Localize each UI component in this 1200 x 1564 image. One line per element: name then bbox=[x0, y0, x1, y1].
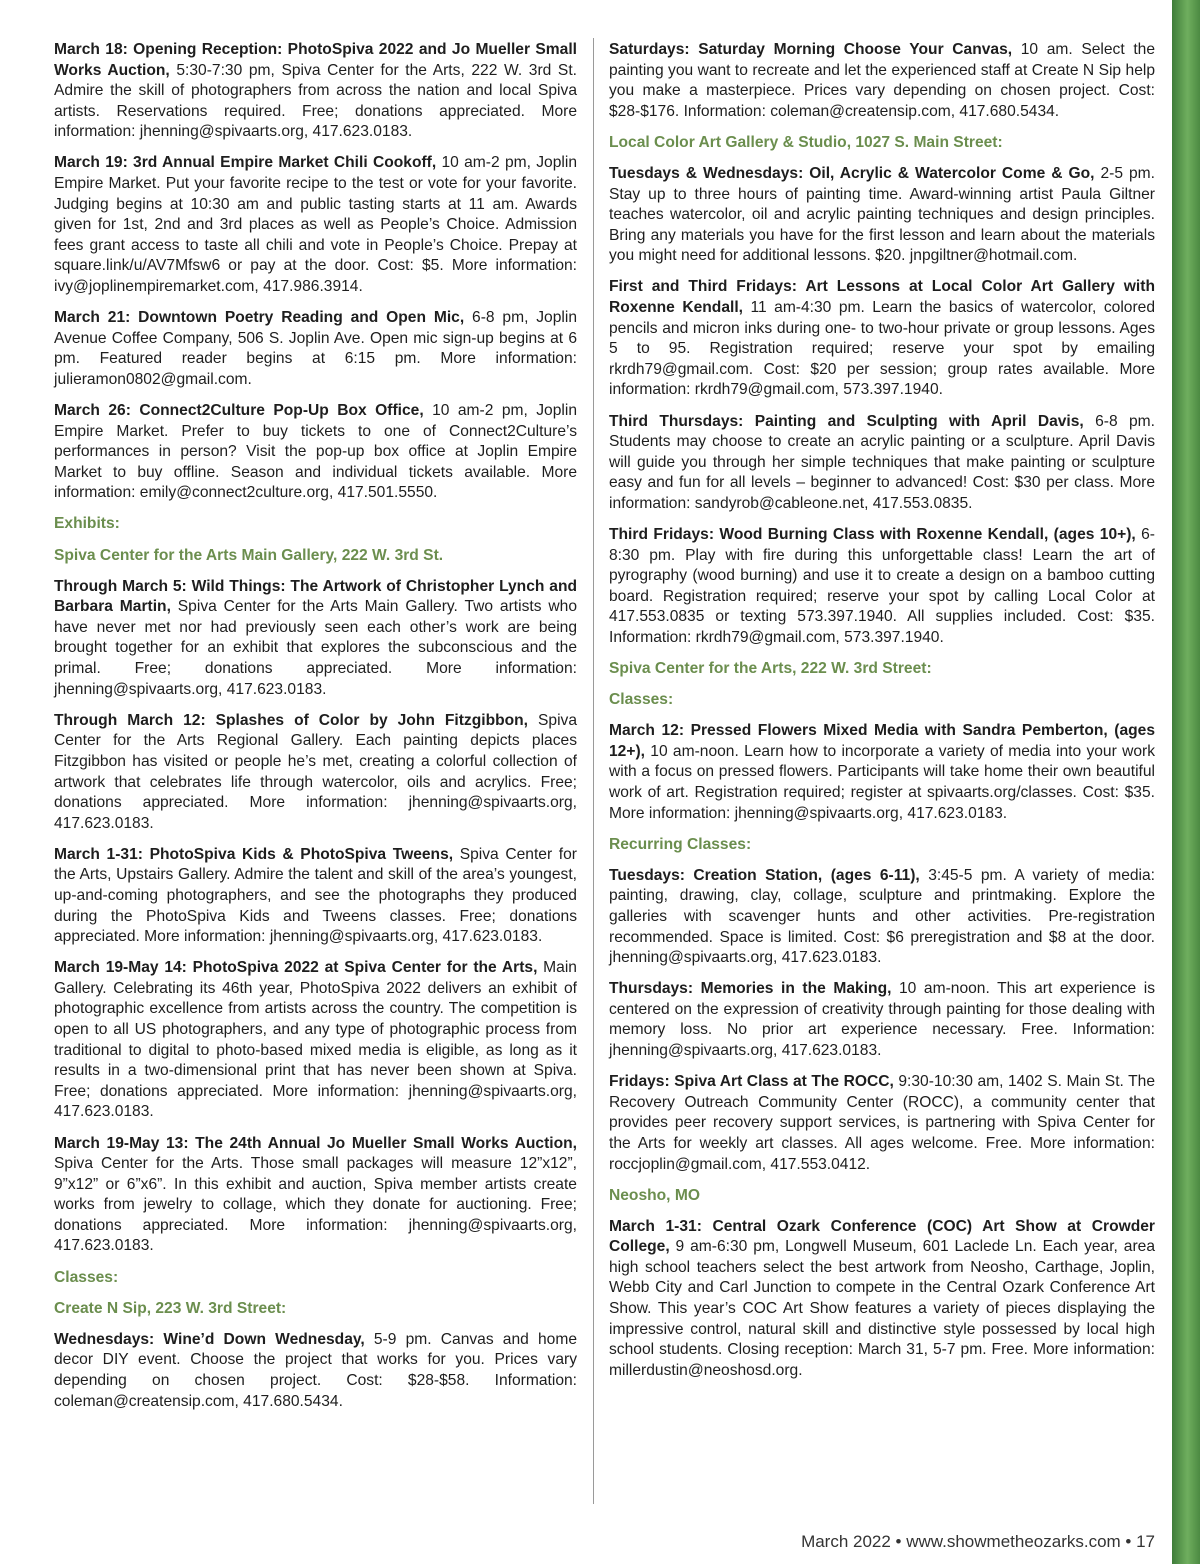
event-details: 10 am-2 pm, Joplin Empire Market. Put your favorite recipe to the test or vote for your favorite. Judging begins at 10:30 am and public tasting starts at 11 am. Awards given for 1st, 2nd and 3rd places as well as People’s Choice. Admission fees grant access to taste all chili and vote in People’s Choice. Prepay at square.link/u/AV7Mfsw6 or pay at the door. Cost: $5. More information: ivy@joplinempiremarket.com, 417.986.3914. bbox=[54, 154, 577, 296]
event-title: First and Third Fridays: Art Lessons at Local Color Art Gallery with Roxenne Kendall, bbox=[609, 278, 1155, 317]
event-listing bbox=[609, 1072, 1155, 1175]
right-column bbox=[609, 40, 1155, 1392]
event-details: 10 am. Select the painting you want to recreate and let the experienced staff at Create N Sip help you make a masterpiece. Prices vary depending on chosen project. Cost: $28-$176. Information: coleman@creatensip.com, 417.680.5434. bbox=[609, 41, 1156, 120]
event-details: 6-8:30 pm. Play with fire during this unforgettable class! Learn the art of pyrography (wood burning) and use it to create a design on a bamboo cutting board. Registration required; reserve your spot by calling Local Color at 417.553.0835 or texting 573.397.1940. All supplies included. Cost: $35. Information: rkrdh79@gmail.com, 573.397.1940. bbox=[609, 525, 1156, 646]
event-title: March 26: Connect2Culture Pop-Up Box Office, bbox=[54, 402, 424, 419]
event-details: Spiva Center for the Arts, Upstairs Gallery. Admire the talent and skill of the area’s youngest, up-and-coming photographers, and see the photographs they produced during the PhotoSpiva Kids and Tweens classes. Free; donations appreciated. More information: jhenning@spivaarts.org, 417.623.0183. bbox=[54, 845, 577, 946]
section-heading: Recurring Classes: bbox=[609, 835, 752, 853]
event-details: Spiva Center for the Arts. Those small packages will measure 12”x12”, 9”x12” or 6”x6”. In this exhibit and auction, Spiva member artists create works from jewelry to collage, which they donate for auctioning. Free; donations appreciated. More information: jhenning@spivaarts.org, 417.623.0183. bbox=[54, 1155, 577, 1255]
event-details: 10 am-noon. Learn how to incorporate a variety of media into your work with a focus on pressed flowers. Participants will take home their own beautiful work of art. Registration required; register at spivaarts.org/classes. Cost: $35. More information: jhenning@spivaarts.org, 417.623.0183. bbox=[609, 742, 1155, 822]
event-title: Fridays: Spiva Art Class at The ROCC, bbox=[609, 1073, 894, 1091]
column-divider bbox=[593, 38, 594, 1504]
event-title: Tuesdays: Creation Station, (ages 6-11), bbox=[609, 866, 920, 884]
event-title: Third Thursdays: Painting and Sculpting with April Davis, bbox=[609, 412, 1084, 430]
event-details: 2-5 pm. Stay up to three hours of painting time. Award-winning artist Paula Giltner teaches watercolor, oil and acrylic painting techniques and design principles. Bring any materials you have for the first lesson and learn about the materials you might need for additional lessons. $20. jnpgiltner@hotmail.com. bbox=[609, 164, 1155, 265]
event-title: March 19: 3rd Annual Empire Market Chili Cookoff, bbox=[54, 154, 437, 172]
section-heading: Create N Sip, 223 W. 3rd Street: bbox=[54, 1299, 287, 1317]
event-title: March 1-31: Central Ozark Conference (COC) Art Show at Crowder College, bbox=[609, 1217, 1155, 1256]
event-title: Wednesdays: Wine’d Down Wednesday, bbox=[54, 1330, 365, 1348]
left-column bbox=[54, 40, 577, 1423]
event-details: 5:30-7:30 pm, Spiva Center for the Arts, 222 W. 3rd St. Admire the skill of photographers from across the nation and local Spiva artists. Reservations required. Free; donations appreciated. More information: jhenning@spivaarts.org, 417.623.0183. bbox=[54, 61, 577, 141]
event-listing bbox=[609, 1217, 1155, 1382]
section-heading: Neosho, MO bbox=[609, 1186, 700, 1204]
event-listing bbox=[54, 577, 577, 701]
event-listing bbox=[54, 40, 577, 143]
event-title: Through March 12: Splashes of Color by John Fitzgibbon, bbox=[54, 711, 529, 729]
event-listing bbox=[609, 866, 1155, 969]
event-details: Spiva Center for the Arts Main Gallery. Two artists who have never met nor had previously seen each other’s work are being brought together for an exhibit that explores the subconscious and the primal. Free; donations appreciated. More information: jhenning@spivaarts.org, 417.623.0183. bbox=[54, 598, 577, 698]
event-details: 9:30-10:30 am, 1402 S. Main St. The Recovery Outreach Community Center (ROCC), a community center that provides peer recovery support services, is partnering with Spiva Center for the Arts for weekly art classes. All ages welcome. Free. More information: roccjoplin@gmail.com, 417.553.0412. bbox=[609, 1073, 1155, 1173]
event-listing bbox=[609, 164, 1155, 267]
green-side-bar bbox=[1172, 0, 1200, 1564]
event-title: March 18: Opening Reception: PhotoSpiva 2022 and Jo Mueller Small Works Auction, bbox=[54, 41, 577, 79]
event-title: March 19-May 14: PhotoSpiva 2022 at Spiva Center for the Arts, bbox=[54, 959, 538, 977]
event-listing bbox=[609, 721, 1155, 824]
event-listing bbox=[609, 40, 1155, 122]
event-listing bbox=[609, 979, 1155, 1061]
event-details: 9 am-6:30 pm, Longwell Museum, 601 Laclede Ln. Each year, area high school teachers select the best artwork from Neosho, Carthage, Joplin, Webb City and Carl Junction to compete in the Central Ozark Conference Art Show. This year’s COC Art Show features a variety of pieces displaying the impressive control, natural skill and distinctive style possessed by local high school students. Closing reception: March 31, 5-7 pm. Free. More information: millerdustin@neoshosd.org. bbox=[609, 1238, 1155, 1379]
event-details: 5-9 pm. Canvas and home decor DIY event. Choose the project that works for you. Prices vary depending on chosen project. Cost: $28-$58. Information: coleman@creatensip.com, 417.680.5434. bbox=[54, 1330, 578, 1410]
event-details: 6-8 pm. Students may choose to create an acrylic painting or a sculpture. April Davis will guide you through her simple techniques that make painting or sculpture easy and fun for all levels – beginner to advanced! Cost: $30 per class. More information: sandyrob@cableone.net, 417.553.0835. bbox=[609, 412, 1156, 512]
event-listing bbox=[609, 277, 1155, 401]
event-title: Tuesdays & Wednesdays: Oil, Acrylic & Watercolor Come & Go, bbox=[609, 164, 1095, 182]
event-details: Main Gallery. Celebrating its 46th year, PhotoSpiva 2022 delivers an exhibit of photographic excellence from artists across the country. The competition is open to all US photographers, and any type of photographic process from traditional to digital to photo-based mixed media is eligible, as long as it results in a two-dimensional print that has never been shown at Spiva. Free; donations appreciated. More information: jhenning@spivaarts.org, 417.623.0183. bbox=[54, 959, 577, 1121]
section-heading: Local Color Art Gallery & Studio, 1027 S. Main Street: bbox=[609, 133, 1003, 151]
event-details: Spiva Center for the Arts Regional Gallery. Each painting depicts places Fitzgibbon has visited or people he’s met, creating a colorful collection of artwork that celebrates life through watercolor, oils and acrylics. Free; donations appreciated. More information: jhenning@spivaarts.org, 417.623.0183. bbox=[54, 711, 578, 832]
section-heading: Spiva Center for the Arts Main Gallery, 222 W. 3rd St. bbox=[54, 546, 444, 564]
event-listing bbox=[54, 153, 577, 297]
event-listing bbox=[54, 401, 577, 504]
event-listing bbox=[54, 1330, 577, 1412]
event-details: 6-8 pm, Joplin Avenue Coffee Company, 506 S. Joplin Ave. Open mic sign-up begins at 6 pm. Featured reader begins at 6:15 pm. More information: julieramon0802@gmail.com. bbox=[54, 309, 577, 388]
event-title: March 1-31: PhotoSpiva Kids & PhotoSpiva Tweens, bbox=[54, 845, 454, 863]
event-details: 3:45-5 pm. A variety of media: painting, drawing, clay, collage, sculpture and printmaking. Explore the galleries with scavenger hunts and other activities. Pre-registration recommended. Space is limited. Cost: $6 preregistration and $8 at the door. jhenning@spivaarts.org, 417.623.0183. bbox=[609, 866, 1156, 967]
event-details: 10 am-noon. This art experience is centered on the expression of creativity through painting for those dealing with memory loss. No prior art experience necessary. Free. Information: jhenning@spivaarts.org, 417.623.0183. bbox=[609, 980, 1156, 1060]
event-listing bbox=[609, 412, 1155, 515]
event-listing bbox=[609, 525, 1155, 649]
section-heading: Spiva Center for the Arts, 222 W. 3rd Street: bbox=[609, 660, 932, 678]
event-title: Thursdays: Memories in the Making, bbox=[609, 980, 892, 998]
event-details: 11 am-4:30 pm. Learn the basics of watercolor, colored pencils and micron inks during one- to two-hour private or group lessons. Ages 5 to 95. Registration required; reserve your spot by emailing rkrdh79@gmail.com. Cost: $20 per session; group rates available. More information: rkrdh79@gmail.com, 573.397.1940. bbox=[609, 299, 1155, 399]
section-heading: Classes: bbox=[609, 691, 674, 709]
event-listing bbox=[54, 1134, 577, 1258]
page-footer: March 2022 • www.showmetheozarks.com • 17 bbox=[801, 1532, 1155, 1551]
event-title: March 19-May 13: The 24th Annual Jo Mueller Small Works Auction, bbox=[54, 1134, 577, 1152]
event-title: Saturdays: Saturday Morning Choose Your Canvas, bbox=[609, 41, 1013, 58]
event-details: 10 am-2 pm, Joplin Empire Market. Prefer to buy tickets to one of Connect2Culture’s performances in person? Visit the pop-up box office at Joplin Empire Market to buy offline. Season and individual tickets available. More information: emily@connect2culture.org, 417.501.5550. bbox=[54, 402, 577, 502]
event-listing bbox=[54, 845, 577, 948]
section-heading: Exhibits: bbox=[54, 515, 120, 533]
event-listing bbox=[54, 711, 577, 835]
section-heading: Classes: bbox=[54, 1268, 119, 1286]
event-title: Through March 5: Wild Things: The Artwork of Christopher Lynch and Barbara Martin, bbox=[54, 577, 577, 616]
event-title: Third Fridays: Wood Burning Class with Roxenne Kendall, (ages 10+), bbox=[609, 525, 1136, 543]
event-listing bbox=[54, 958, 577, 1123]
event-title: March 21: Downtown Poetry Reading and Open Mic, bbox=[54, 309, 465, 327]
event-listing bbox=[54, 308, 577, 390]
event-title: March 12: Pressed Flowers Mixed Media with Sandra Pemberton, (ages 12+), bbox=[609, 722, 1155, 760]
